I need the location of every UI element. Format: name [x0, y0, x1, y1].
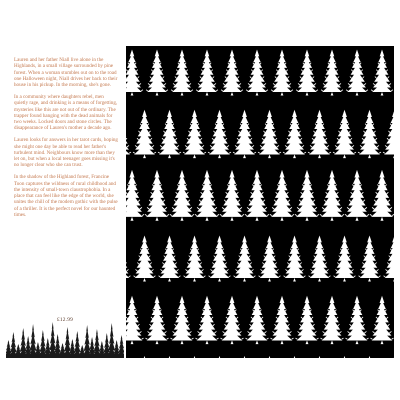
- pine-tree-icon: [134, 236, 156, 282]
- pine-tree-icon: [332, 356, 356, 358]
- treeline-ground: [6, 354, 124, 358]
- pine-tree-icon: [321, 296, 344, 344]
- pine-tree-icon: [132, 356, 156, 358]
- pine-tree-icon: [157, 356, 181, 358]
- pine-tree-icon: [371, 50, 393, 96]
- pine-tree-icon: [283, 110, 306, 158]
- pine-tree-icon: [145, 170, 169, 221]
- pine-tree-icon: [146, 50, 168, 96]
- pine-tree-icon: [196, 296, 219, 344]
- pine-tree-icon: [358, 110, 381, 158]
- pine-tree-icon: [221, 296, 244, 344]
- front-cover: [126, 46, 394, 358]
- pine-tree-icon: [171, 296, 194, 344]
- pine-tree-icon: [357, 356, 381, 358]
- pine-tree-icon: [126, 170, 144, 221]
- pine-tree-icon: [270, 170, 294, 221]
- pine-tree-icon: [346, 296, 369, 344]
- pine-tree-icon: [126, 236, 130, 282]
- blurb-paragraph: In the shadow of the Highland forest, Francine Toon captures the wildness of rural childhood and the intensity of small-town claustrophobia. In a place that can feel like the edge of the world, she unites the chill of the modern gothic with the pulse of a thriller. It is the perfect novel for our haunted times.: [14, 174, 118, 219]
- blurb: [14, 57, 118, 224]
- pine-tree-icon: [359, 236, 381, 282]
- pine-tree-icon: [126, 296, 143, 344]
- pine-tree-icon: [196, 50, 218, 96]
- blurb-paragraph: Lauren looks for answers in her tarot cards, hoping she might one day be able to read her father's turbulent mind. Neighbours know more than they let on, but when a local teenager goes missing it's no longer clear who she can trust.: [14, 137, 118, 169]
- pine-tree-icon: [258, 110, 281, 158]
- pine-tree-icon: [384, 236, 394, 282]
- pine-tree-icon: [126, 110, 131, 158]
- pine-tree-icon: [296, 50, 318, 96]
- pine-tree-icon: [170, 170, 194, 221]
- pine-tree-icon: [334, 236, 356, 282]
- pine-tree-icon: [296, 296, 319, 344]
- pine-forest-pattern: [126, 46, 394, 358]
- pine-tree-icon: [282, 356, 306, 358]
- pine-tree-icon: [333, 110, 356, 158]
- pine-tree-icon: [271, 50, 293, 96]
- pine-tree-icon: [382, 356, 394, 358]
- pine-tree-icon: [308, 110, 331, 158]
- pine-tree-icon: [195, 170, 219, 221]
- pine-tree-icon: [146, 296, 169, 344]
- pine-tree-icon: [307, 356, 331, 358]
- pine-tree-icon: [295, 170, 319, 221]
- pine-tree-icon: [234, 236, 256, 282]
- pine-tree-icon: [126, 356, 132, 358]
- pine-tree-icon: [271, 296, 294, 344]
- pine-tree-icon: [208, 110, 231, 158]
- pine-tree-icon: [257, 356, 281, 358]
- pine-tree-icon: [284, 236, 306, 282]
- pine-tree-icon: [133, 110, 156, 158]
- back-cover: [6, 46, 124, 358]
- treeline-illustration: [6, 318, 124, 358]
- pine-tree-icon: [183, 110, 206, 158]
- pine-tree-icon: [220, 170, 244, 221]
- pine-tree-icon: [159, 236, 181, 282]
- pine-tree-icon: [221, 50, 243, 96]
- blurb-paragraph: In a community where daughters rebel, men quietly rage, and drinking is a means of forgetting, mysteries like this are not out of the ordinary. The trapper found hanging with the dead animals for two weeks. Locked doors and stone circles. The disappearance of Lauren's mother a decade ago.: [14, 93, 118, 132]
- pine-tree-icon: [346, 50, 368, 96]
- pine-tree-icon: [209, 236, 231, 282]
- pine-tree-icon: [371, 296, 394, 344]
- pine-tree-icon: [246, 50, 268, 96]
- pine-tree-icon: [320, 170, 344, 221]
- pine-tree-icon: [158, 110, 181, 158]
- pine-tree-icon: [233, 110, 256, 158]
- blurb-paragraph: Lauren and her father Niall live alone in the Highlands, in a small village surrounded by pine forest. When a woman stumbles out on to the road one Halloween night, Niall drives her back to their house in his pickup. In the morning, she's gone.: [14, 57, 118, 89]
- pine-tree-icon: [184, 236, 206, 282]
- pine-tree-icon: [182, 356, 206, 358]
- pine-tree-icon: [383, 110, 394, 158]
- pine-tree-icon: [370, 170, 394, 221]
- pine-tree-icon: [345, 170, 369, 221]
- pine-tree-icon: [171, 50, 193, 96]
- pine-tree-icon: [232, 356, 256, 358]
- pine-tree-icon: [207, 356, 231, 358]
- pine-tree-icon: [321, 50, 343, 96]
- pine-tree-icon: [126, 50, 143, 96]
- pine-tree-icon: [245, 170, 269, 221]
- pine-tree-icon: [246, 296, 269, 344]
- pine-tree-icon: [309, 236, 331, 282]
- pine-tree-icon: [259, 236, 281, 282]
- price: £12.99: [56, 317, 74, 323]
